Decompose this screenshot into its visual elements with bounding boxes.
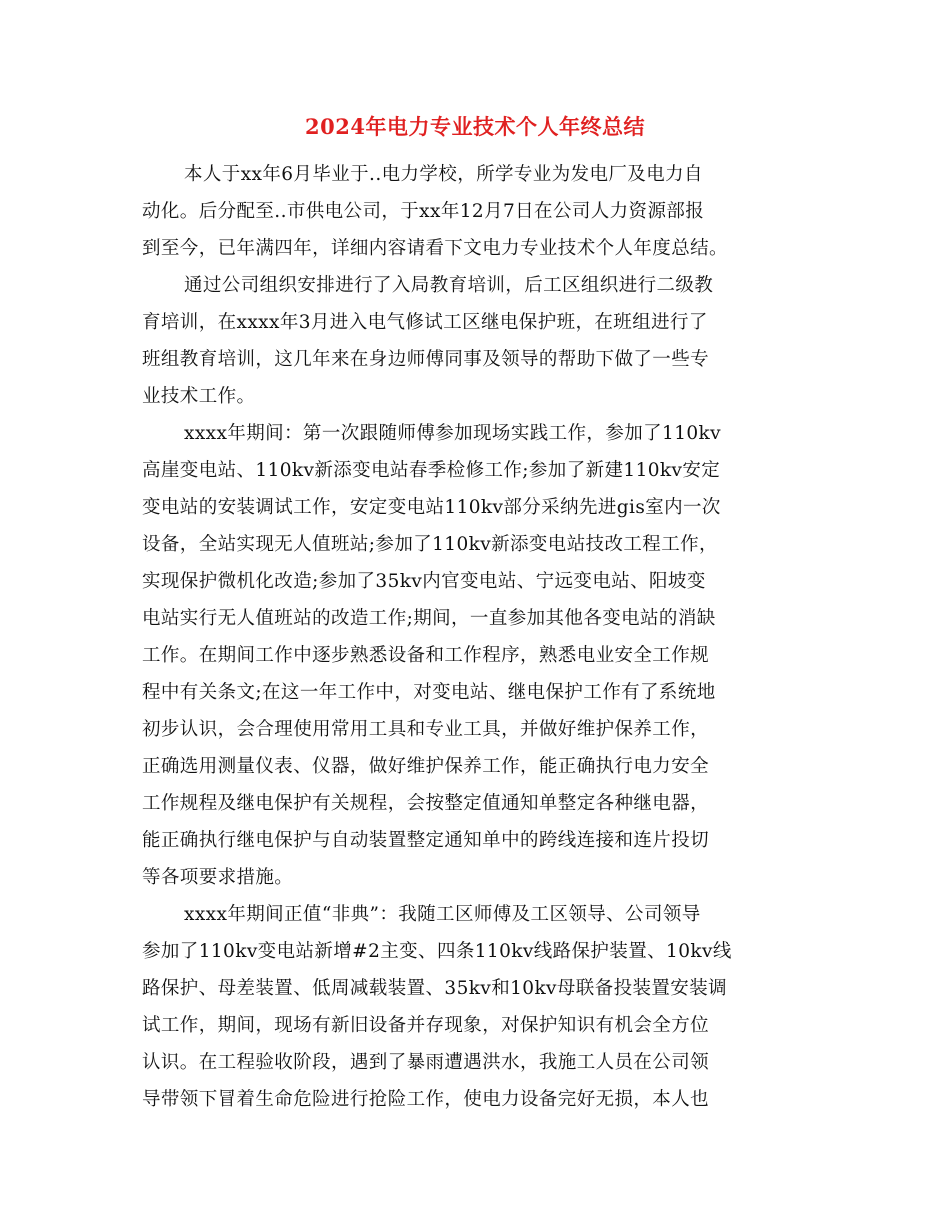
- paragraph-line: 程中有关条文;在这一年工作中，对变电站、继电保护工作有了系统地: [142, 682, 716, 703]
- paragraph-line: 高崖变电站、110kv新添变电站春季检修工作;参加了新建110kv安定: [142, 460, 721, 481]
- paragraph-line: 本人于xx年6月毕业于..电力学校，所学专业为发电厂及电力自: [184, 164, 703, 185]
- paragraph-line: xxxx年期间正值“非典”：我随工区师傅及工区领导、公司领导: [184, 904, 701, 925]
- paragraph-line: 到至今，已年满四年，详细内容请看下文电力专业技术个人年度总结。: [142, 238, 728, 259]
- paragraph-line: 认识。在工程验收阶段，遇到了暴雨遭遇洪水，我施工人员在公司领: [142, 1052, 710, 1073]
- paragraph-line: 通过公司组织安排进行了入局教育培训，后工区组织进行二级教: [184, 275, 714, 296]
- paragraph-line: 班组教育培训，这几年来在身边师傅同事及领导的帮助下做了一些专: [142, 349, 710, 370]
- paragraph-line: 参加了110kv变电站新增#2主变、四条110kv线路保护装置、10kv线: [142, 941, 732, 962]
- paragraph-line: 正确选用测量仪表、仪器，做好维护保养工作，能正确执行电力安全: [142, 756, 710, 777]
- paragraph-line: 业技术工作。: [142, 386, 256, 407]
- paragraph-line: 电站实行无人值班站的改造工作;期间，一直参加其他各变电站的消缺: [142, 608, 716, 629]
- paragraph-line: 育培训，在xxxx年3月进入电气修试工区继电保护班，在班组进行了: [142, 312, 708, 333]
- paragraph-line: 动化。后分配至..市供电公司，于xx年12月7日在公司人力资源部报: [142, 201, 705, 222]
- paragraph-line: 能正确执行继电保护与自动装置整定通知单中的跨线连接和连片投切: [142, 830, 710, 851]
- paragraph-line: 工作规程及继电保护有关规程，会按整定值通知单整定各种继电器，: [142, 793, 710, 814]
- paragraph-line: 试工作，期间，现场有新旧设备并存现象，对保护知识有机会全方位: [142, 1015, 710, 1036]
- paragraph-line: 设备，全站实现无人值班站;参加了110kv新添变电站技改工程工作，: [142, 534, 718, 555]
- paragraph-line: 等各项要求措施。: [142, 867, 294, 888]
- paragraph-line: 导带领下冒着生命危险进行抢险工作，使电力设备完好无损，本人也: [142, 1089, 710, 1110]
- paragraph-line: 工作。在期间工作中逐步熟悉设备和工作程序，熟悉电业安全工作规: [142, 645, 710, 666]
- paragraph-line: 实现保护微机化改造;参加了35kv内官变电站、宁远变电站、阳坡变: [142, 571, 706, 592]
- paragraph-line: 初步认识，会合理使用常用工具和专业工具，并做好维护保养工作，: [142, 719, 710, 740]
- document-title: 2024年电力专业技术个人年终总结: [305, 114, 645, 139]
- paragraph-line: 路保护、母差装置、低周减载装置、35kv和10kv母联备投装置安装调: [142, 978, 728, 999]
- document-body: [142, 156, 822, 1118]
- paragraph-line: xxxx年期间：第一次跟随师傅参加现场实践工作，参加了110kv: [184, 423, 722, 444]
- paragraph-line: 变电站的安装调试工作，安定变电站110kv部分采纳先进gis室内一次: [142, 497, 721, 518]
